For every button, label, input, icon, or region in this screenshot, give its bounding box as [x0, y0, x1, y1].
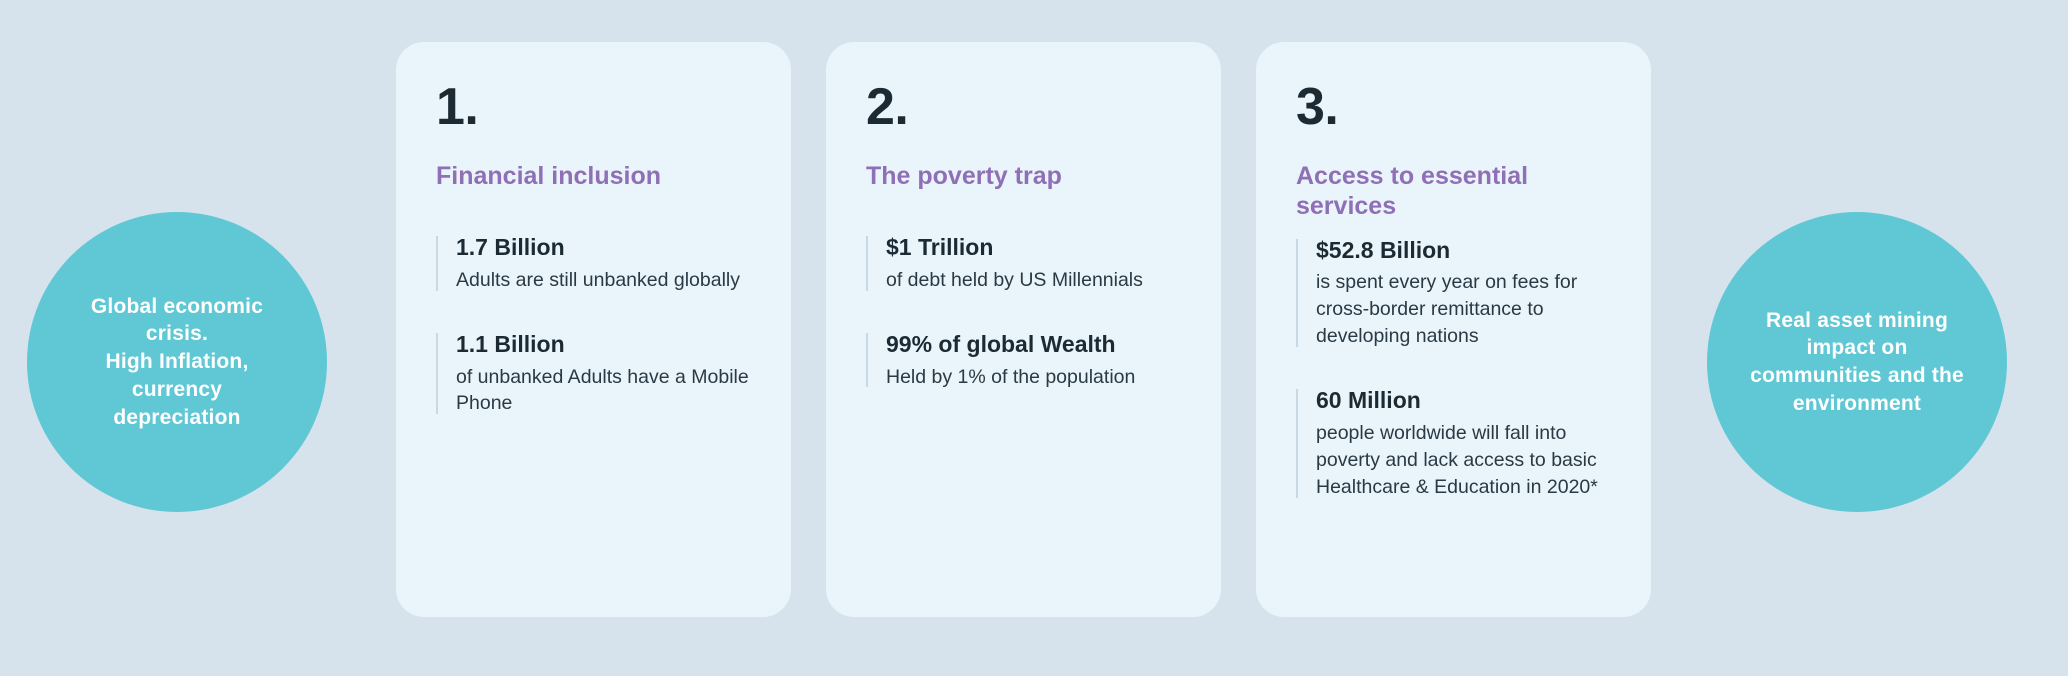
- card-essential-services: [1256, 42, 1651, 617]
- left-circle-line-5: depreciation: [113, 405, 241, 429]
- stat-description: people worldwide will fall into poverty and lack access to basic Healthcare & Education in 2020*: [1316, 421, 1598, 498]
- stat-headline: 60 Million: [1316, 387, 1421, 414]
- card-title: Access to essential services: [1296, 161, 1529, 221]
- left-circle-line-3: High Inflation,: [105, 350, 249, 374]
- stat-item: [866, 330, 1181, 391]
- stat-description: of debt held by US Millennials: [886, 268, 1143, 291]
- left-circle-line-4: currency: [131, 377, 223, 401]
- card-number: 2.: [866, 78, 909, 136]
- stat-item: [436, 330, 751, 418]
- right-circle-callout: [1707, 212, 2007, 512]
- card-poverty-trap: [826, 42, 1221, 617]
- stat-description: is spent every year on fees for cross-border remittance to developing nations: [1316, 271, 1578, 348]
- card-number: 1.: [436, 78, 479, 136]
- stat-item: [1296, 236, 1611, 350]
- stat-headline: $52.8 Billion: [1316, 236, 1451, 263]
- card-number: 3.: [1296, 78, 1339, 136]
- right-circle-text: [1750, 307, 1964, 418]
- left-circle-line-2: crisis.: [145, 322, 209, 346]
- stat-description: Adults are still unbanked globally: [456, 268, 741, 291]
- right-circle-line-2: impact on: [1806, 336, 1908, 360]
- left-circle-callout: [27, 212, 327, 512]
- left-circle-text: [91, 293, 263, 432]
- right-circle-line-1: Real asset mining: [1766, 308, 1948, 332]
- card-financial-inclusion: [396, 42, 791, 617]
- stat-item: [436, 233, 751, 294]
- stat-description: of unbanked Adults have a Mobile Phone: [456, 365, 749, 415]
- left-circle-line-1: Global economic: [90, 294, 264, 318]
- right-circle-line-3: communities and the: [1750, 364, 1964, 387]
- right-circle-line-4: environment: [1792, 391, 1922, 415]
- stat-headline: 99% of global Wealth: [886, 330, 1116, 357]
- stat-item: [1296, 386, 1611, 500]
- stat-headline: $1 Trillion: [886, 234, 994, 261]
- stat-headline: 1.7 Billion: [456, 234, 565, 261]
- card-title: Financial inclusion: [436, 161, 662, 190]
- stat-item: [866, 233, 1181, 294]
- stat-headline: 1.1 Billion: [456, 330, 565, 357]
- card-title: The poverty trap: [866, 161, 1062, 190]
- cards-row: [396, 42, 1651, 617]
- stat-description: Held by 1% of the population: [886, 365, 1136, 388]
